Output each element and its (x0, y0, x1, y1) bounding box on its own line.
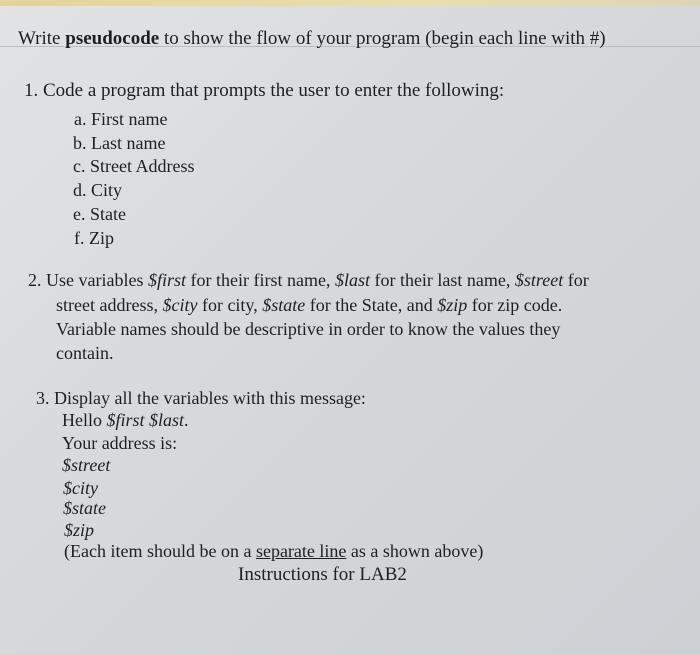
q3-var-line (63, 498, 106, 519)
q3-text: Display all the variables with this message: (54, 388, 366, 408)
q2-text: for zip code. (467, 295, 563, 315)
q3-hello-line (62, 410, 189, 431)
q3-var-city: $city (63, 478, 98, 498)
q2-var-first: $first (147, 270, 186, 290)
header-post: to show the flow of your program (begin each line with #) (159, 28, 606, 49)
q2-line-3: Variable names should be descriptive in order to know the values they (56, 319, 561, 339)
q3-var-line (63, 478, 98, 499)
q3-var-line (62, 455, 110, 476)
q3-note (64, 541, 483, 562)
q3-note-text: (Each item should be on a (64, 541, 256, 561)
q1-item-text: Last name (91, 133, 166, 153)
q3-note-underlined: separate line (255, 541, 347, 561)
q1-item-b (73, 133, 165, 154)
q3-var-street: $street (62, 455, 111, 475)
q1-item-f (74, 228, 114, 249)
q2-var-last: $last (334, 270, 370, 290)
q3-var-state: $state (63, 498, 106, 518)
q3-var-line (64, 520, 94, 541)
q1-item-d (73, 180, 122, 201)
page-header (18, 28, 606, 50)
q2-var-city: $city (162, 295, 198, 315)
q2-line-4: contain. (56, 343, 114, 363)
q2-var-street: $street (514, 270, 564, 290)
lab-caption: Instructions for LAB2 (238, 564, 407, 585)
q1-item-text: Street Address (90, 156, 195, 176)
q1-item-text: City (91, 180, 123, 200)
q2-line-2 (56, 295, 562, 316)
q1-item-marker: d. (73, 180, 87, 200)
q2-text: Use variables (46, 270, 148, 290)
q1-item-c (73, 156, 194, 177)
q1-item-marker: f. (74, 228, 85, 248)
q2-text: for the State, and (305, 295, 438, 315)
q3-var-last: $last (149, 410, 185, 430)
q2-text: for city, (197, 295, 263, 315)
q2-text: for their last name, (369, 270, 515, 290)
header-bold: pseudocode (65, 28, 160, 49)
q2-text: for their first name, (185, 270, 335, 290)
q3-hello-text: Hello (62, 410, 107, 430)
q2-var-zip: $zip (437, 295, 468, 315)
q3-var-zip: $zip (64, 520, 95, 540)
q1-item-marker: b. (73, 133, 87, 153)
q1-text: Code a program that prompts the user to enter the following: (43, 80, 505, 101)
q3-var-first: $first (106, 410, 145, 430)
q3-number: 3. (36, 388, 50, 408)
q3-address-label: Your address is: (62, 433, 178, 453)
q2-var-state: $state (262, 295, 306, 315)
q1-prompt (24, 80, 504, 102)
q2-text: for (563, 270, 589, 290)
header-pre: Write (18, 28, 66, 49)
q1-item-text: First name (91, 109, 168, 129)
q1-number: 1. (24, 80, 39, 101)
q1-item-text: Zip (89, 228, 114, 248)
q3-prompt (36, 388, 366, 409)
q1-item-a (74, 109, 168, 130)
q1-item-e (73, 204, 126, 225)
q2-line-1 (28, 270, 589, 291)
q2-text: street address, (56, 295, 163, 315)
q1-item-text: State (90, 204, 126, 224)
q3-note-text: as a shown above) (346, 541, 484, 561)
q2-number: 2. (28, 270, 42, 290)
q1-item-marker: c. (73, 156, 86, 176)
q3-hello-text: . (184, 410, 189, 430)
q1-item-marker: a. (74, 109, 87, 129)
q1-item-marker: e. (73, 204, 86, 224)
